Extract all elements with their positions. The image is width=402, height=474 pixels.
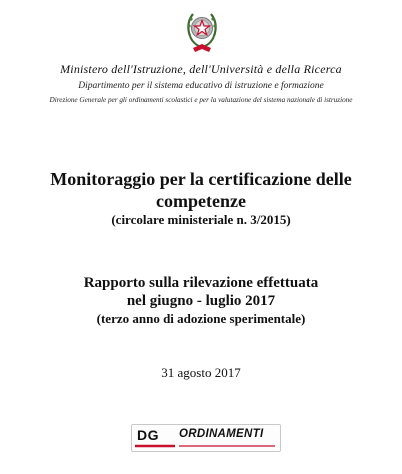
- department-name: Dipartimento per il sistema educativo di istruzione e formazione: [78, 81, 324, 91]
- logo-underline-icon: [135, 444, 275, 448]
- document-title: [0, 168, 402, 228]
- report-line-1: Rapporto sulla rilevazione effettuata: [83, 275, 319, 291]
- logo-name: ORDINAMENTI: [179, 428, 264, 440]
- ministry-name: Ministero dell'Istruzione, dell'Università e della Ricerca: [60, 62, 342, 76]
- title-subtitle: (circolare ministeriale n. 3/2015): [111, 212, 291, 227]
- directorate-name: Direzione Generale per gli ordinamenti scolastici e per la valutazione del sistema nazionale di istruzione: [49, 96, 353, 104]
- italian-republic-emblem-icon: [184, 6, 220, 58]
- document-date: 31 agosto 2017: [161, 365, 241, 380]
- dg-ordinamenti-logo: [131, 424, 281, 452]
- title-line-1: Monitoraggio per la certificazione delle: [50, 169, 352, 189]
- report-description: [0, 274, 402, 327]
- report-line-2: nel giugno - luglio 2017: [126, 293, 276, 309]
- logo-prefix: DG: [137, 427, 159, 443]
- report-line-3: (terzo anno di adozione sperimentale): [96, 311, 306, 326]
- title-line-2: competenze: [156, 191, 246, 211]
